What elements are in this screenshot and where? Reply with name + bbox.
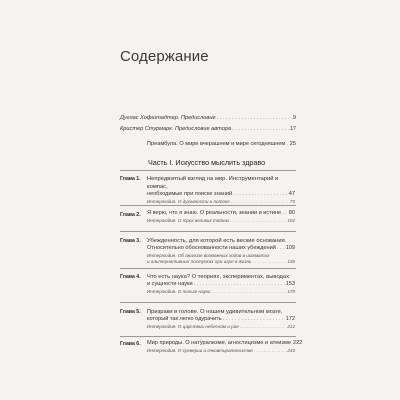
divider	[120, 336, 296, 337]
chapter-title-last-line	[147, 245, 295, 252]
toc-entry-preamble[interactable]	[147, 141, 296, 148]
toc-page-number: 212	[287, 324, 295, 329]
toc-entry-title: Преамбула. О мире вчерашнем и мире сегодняшнем	[147, 141, 286, 147]
part-heading: Часть I. Искусство мыслить здраво	[148, 158, 266, 167]
chapter-label: Глава 2.	[120, 212, 141, 218]
toc-chapter-1[interactable]	[147, 175, 295, 205]
chapter-label: Глава 6.	[120, 341, 141, 347]
leader-dots	[277, 245, 285, 252]
leader-dots	[233, 191, 288, 198]
chapter-label: Глава 3.	[120, 238, 141, 244]
toc-page-number: 9	[292, 115, 296, 121]
interlude-title: Интерлюдия. О пользе науки	[147, 289, 211, 294]
chapter-title-last-line	[147, 340, 303, 347]
chapter-title-last-line	[147, 210, 295, 217]
chapter-label: Глава 4.	[120, 274, 141, 280]
interlude-entry[interactable]	[147, 324, 295, 330]
leader-dots	[194, 281, 285, 288]
chapter-title-last-line	[147, 281, 295, 288]
interlude-title: Интерлюдия. О трех великих тайнах	[147, 218, 230, 223]
chapter-title-line: необходимые при поиске знаний	[147, 191, 233, 197]
toc-chapter-2[interactable]	[147, 210, 295, 224]
leader-dots	[254, 348, 286, 354]
chapter-title-line: который так легко одурачить	[147, 316, 222, 322]
chapter-label: Глава 1.	[120, 176, 141, 182]
toc-page-number: 47	[288, 191, 295, 197]
interlude-title: Интерлюдия. О царствии небесном и рае	[147, 324, 239, 329]
toc-entry-title: Дуглас Хофштадтер. Предисловие	[120, 115, 216, 121]
toc-page-number: 170	[287, 289, 295, 294]
chapter-title-line: и сущности науки	[147, 281, 193, 287]
chapter-title-line: Относительно обоснованности наших убеждений	[147, 245, 276, 251]
toc-page-number: 240	[287, 348, 295, 353]
interlude-title: и альтернативных поступках при игре в жизнь	[147, 259, 252, 264]
chapter-title-line: Убежденность, для которой есть веские основания.	[147, 238, 287, 244]
interlude-title: Интерлюдия. О суеверии и очковтирательстве	[147, 348, 253, 353]
leader-dots	[240, 324, 287, 330]
toc-page-number: 153	[285, 281, 295, 287]
divider	[120, 268, 296, 269]
interlude-entry[interactable]	[147, 289, 295, 295]
interlude-entry[interactable]	[147, 348, 295, 354]
toc-chapter-5[interactable]	[147, 308, 295, 330]
divider	[120, 170, 296, 171]
divider	[120, 231, 296, 232]
interlude-entry[interactable]	[147, 259, 295, 265]
leader-dots	[286, 141, 289, 148]
page-title: Содержание	[120, 48, 209, 65]
toc-entry-title: Кристер Стурмарк. Предисловие автора	[120, 126, 232, 132]
toc-entry-foreword-hofstadter[interactable]	[120, 115, 296, 122]
chapter-title-last-line	[147, 316, 295, 323]
divider	[120, 302, 296, 303]
leader-dots	[232, 126, 289, 133]
chapter-title-line: Непредвзятый взгляд на мир. Инструментарий и компас,	[147, 176, 279, 190]
interlude-title: Интерлюдия. О духовности и потоке	[147, 199, 230, 204]
toc-page-number: 17	[289, 126, 296, 132]
toc-page-number: 222	[292, 340, 303, 346]
toc-page-number: 172	[285, 316, 295, 322]
toc-chapter-6[interactable]	[147, 340, 303, 354]
toc-chapter-3[interactable]	[147, 237, 295, 265]
leader-dots	[282, 210, 288, 217]
toc-page-number: 102	[287, 218, 295, 223]
leader-dots	[230, 218, 286, 224]
toc-page-number: 80	[288, 210, 295, 216]
divider	[120, 205, 296, 206]
chapter-title-line: Мир природы. О натурализме, агностицизме и атеизме	[147, 340, 291, 346]
chapter-title-line: Призраки в голове. О нашем удивительном мозге,	[147, 309, 283, 315]
toc-page-number: 136	[287, 259, 295, 264]
toc-entry-author-preface[interactable]	[120, 126, 296, 133]
leader-dots	[212, 289, 287, 295]
toc-page-number: 25	[289, 141, 296, 147]
leader-dots	[217, 115, 292, 122]
leader-dots	[223, 316, 285, 323]
chapter-label: Глава 5.	[120, 309, 141, 315]
toc-page-number: 109	[285, 245, 295, 251]
leader-dots	[252, 259, 286, 265]
toc-chapter-4[interactable]	[147, 273, 295, 295]
chapter-title-line: Что есть наука? О теориях, экспериментах, выводах	[147, 274, 290, 280]
toc-page-number: 73	[289, 199, 295, 204]
chapter-title-line: Я верю, что я знаю. О реальности, знании и истине	[147, 210, 282, 216]
interlude-line: Интерлюдия. Об анализе возможных ходов в шахматах	[147, 253, 270, 258]
interlude-entry[interactable]	[147, 218, 295, 224]
chapter-title-last-line	[147, 191, 295, 198]
